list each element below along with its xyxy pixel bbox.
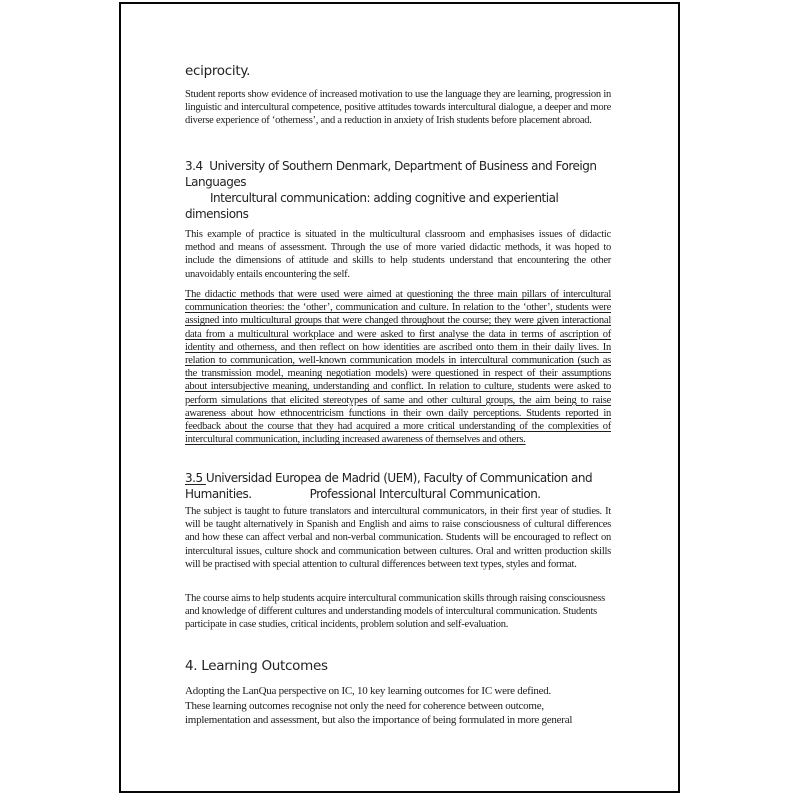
section-3-4-heading-line1: 3.4 University of Southern Denmark, Department of Business and Foreign: [185, 159, 597, 173]
section-3-5-title-rest: Universidad Europea de Madrid (UEM), Faculty of Communication and: [205, 471, 593, 485]
section-3-5-title-line2-left: Humanities.: [185, 487, 252, 501]
section-4-paragraph-line3: implementation and assessment, but also the importance of being formulated in more general: [185, 714, 573, 726]
section-3-5-paragraph-2: The course aims to help students acquire intercultural communication skills through raising consciousness and knowledge of different cultures and understanding models of intercultural communication. Students participate in case studies, critical incidents, problem solution and self-evaluation.: [185, 593, 605, 631]
section-3-5-title-line2-right: Professional Intercultural Communication.: [309, 487, 541, 501]
section-3-5-paragraph-1: The subject is taught to future translators and intercultural communicators, in their first year of studies. It will be taught alternatively in Spanish and English and aims to raise consciousness of cultural differences and how these can affect verbal and non-verbal communication. Students will be encouraged to reflect on intercultural issues, culture shock and communication between cultures. Oral and written production skills will be practised with special attention to cultural differences between text types, styles and format.: [185, 506, 611, 570]
intro-paragraph: Student reports show evidence of increased motivation to use the language they are learning, progression in linguistic and intercultural competence, positive attitudes towards intercultural dialogue, a deeper and more diverse experience of ‘otherness’, and a reduction in anxiety of Irish students before placement abroad.: [185, 89, 611, 127]
document-page: [119, 2, 680, 793]
section-4-paragraph-line1: Adopting the LanQua perspective on IC, 10 key learning outcomes for IC were defined.: [185, 685, 552, 697]
section-4-heading: 4. Learning Outcomes: [185, 658, 328, 674]
section-3-4-subtitle-line1: Intercultural communication: adding cognitive and experiential: [210, 191, 559, 205]
intro-heading-fragment: eciprocity.: [185, 63, 251, 79]
section-3-5-heading-line2: [185, 486, 611, 502]
section-3-4-paragraph: This example of practice is situated in the multicultural classroom and emphasises issues of didactic method and means of assessment. Through the use of more varied didactic methods, it was hoped to include the dimensions of attitude and skills to help students understand that encountering the other unavoidably entails encountering the self.: [185, 229, 611, 280]
section-4-paragraph-line2: These learning outcomes recognise not only the need for coherence between outcome,: [185, 699, 544, 712]
section-3-4-underlined-paragraph: The didactic methods that were used were aimed at questioning the three main pillars of intercultural communication theories: the ‘other’, communication and culture. In relation to the ‘other’, students were assigned into multicultural groups that were changed throughout the course; they were given interactional data from a multicultural workplace and were asked to first analyse the data in terms of ascription of identity and otherness, and then reflect on how identities are ascribed onto them in their daily lives. In relation to communication, well-known communication models in intercultural communication (such as the transmission model, meaning negotiation models) were questioned in respect of their assumptions about intersubjective meaning, understanding and conflict. In relation to culture, students were asked to perform simulations that elicited stereotypes of same and other cultural groups, the aim being to raise awareness about how ethnocentricism functions in their own daily perceptions. Students reported in feedback about the course that they had acquired a more critical understanding of the complexities of intercultural communication, including increased awareness of themselves and others.: [185, 289, 611, 446]
section-3-4-subtitle-line2: dimensions: [185, 207, 249, 221]
section-4-paragraph: [185, 684, 611, 728]
section-3-4-heading-line2: Languages: [185, 175, 246, 189]
section-3-5-heading-line1: [185, 470, 611, 486]
section-3-5-heading: [185, 470, 611, 502]
section-3-5-number: 3.5: [185, 471, 206, 485]
section-3-4-heading: [185, 158, 611, 222]
